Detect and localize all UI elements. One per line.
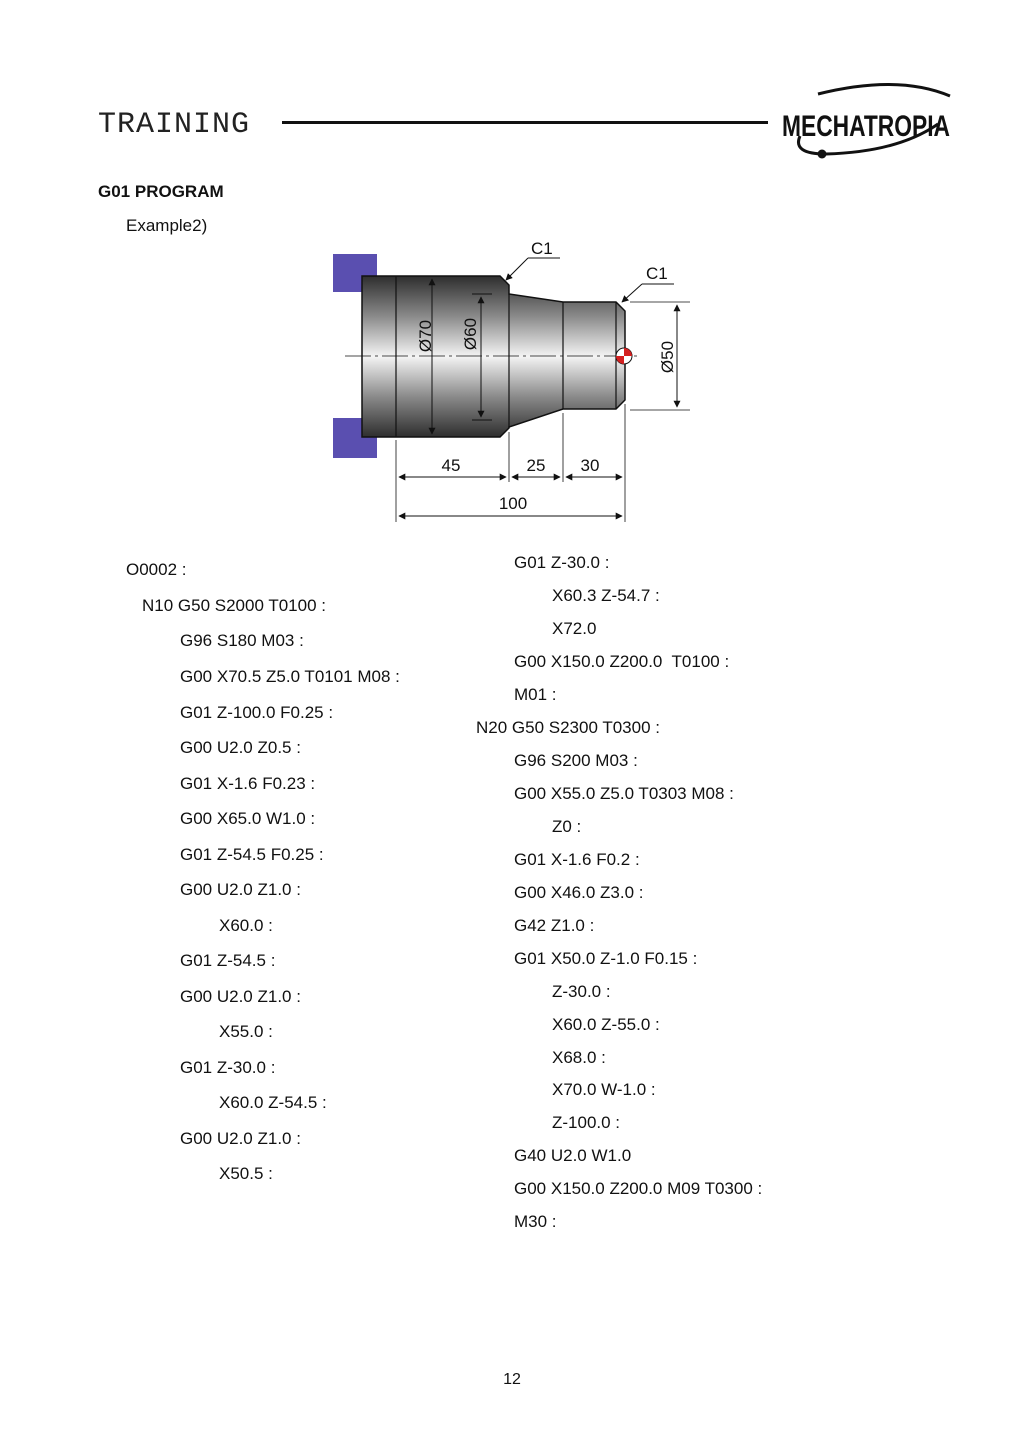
code-line: X60.0 Z-55.0 : — [552, 1015, 660, 1034]
code-line: O0002 : — [126, 560, 187, 579]
code-line: G42 Z1.0 : — [514, 916, 595, 935]
code-line: G00 X46.0 Z3.0 : — [514, 883, 644, 902]
code-line: G00 U2.0 Z1.0 : — [180, 1129, 301, 1148]
code-line: X55.0 : — [219, 1022, 273, 1041]
code-line: G01 X50.0 Z-1.0 F0.15 : — [514, 949, 698, 968]
code-line: G01 Z-54.5 : — [180, 951, 276, 970]
dim-length-45: 45 — [441, 456, 461, 475]
code-line: M01 : — [514, 685, 557, 704]
dim-length-100: 100 — [498, 494, 528, 513]
code-line: G96 S180 M03 : — [180, 631, 304, 650]
code-line: Z-30.0 : — [552, 982, 611, 1001]
chamfer-label-c1-right: C1 — [646, 264, 668, 283]
code-line: X60.3 Z-54.7 : — [552, 586, 660, 605]
code-line: X70.0 W-1.0 : — [552, 1080, 656, 1099]
example-label: Example2) — [126, 216, 208, 235]
code-line: X60.0 Z-54.5 : — [219, 1093, 327, 1112]
code-line: G00 X150.0 Z200.0 M09 T0300 : — [514, 1179, 763, 1198]
logo-text: MECHATROPIA — [782, 110, 950, 143]
code-line: Z-100.0 : — [552, 1113, 621, 1132]
code-line: M30 : — [514, 1212, 557, 1231]
code-line: G96 S200 M03 : — [514, 751, 638, 770]
code-line: X68.0 : — [552, 1048, 606, 1067]
code-line: G00 X70.5 Z5.0 T0101 M08 : — [180, 667, 400, 686]
code-line: N20 G50 S2300 T0300 : — [476, 718, 660, 737]
code-line: G00 X65.0 W1.0 : — [180, 809, 316, 828]
section-title: G01 PROGRAM — [98, 182, 224, 201]
dim-length-30: 30 — [580, 456, 600, 475]
code-line: X72.0 — [552, 619, 597, 638]
mechatropia-logo — [778, 80, 956, 162]
code-line: G00 U2.0 Z0.5 : — [180, 738, 301, 757]
code-line: G00 X55.0 Z5.0 T0303 M08 : — [514, 784, 734, 803]
code-line: G01 Z-100.0 F0.25 : — [180, 703, 334, 722]
code-line: Z0 : — [552, 817, 582, 836]
dim-length-25: 25 — [526, 456, 546, 475]
dim-dia-50: Ø50 — [658, 340, 677, 374]
header-title: TRAINING — [98, 108, 251, 142]
code-line: G01 Z-54.5 F0.25 : — [180, 845, 324, 864]
code-line: G00 X150.0 Z200.0 T0100 : — [514, 652, 730, 671]
code-line: G01 X-1.6 F0.23 : — [180, 774, 316, 793]
code-line: X60.0 : — [219, 916, 273, 935]
code-line: G00 U2.0 Z1.0 : — [180, 880, 301, 899]
code-line: G01 Z-30.0 : — [514, 553, 610, 572]
code-line: N10 G50 S2000 T0100 : — [142, 596, 326, 615]
code-line: G01 Z-30.0 : — [180, 1058, 276, 1077]
turned-part-diagram — [320, 232, 710, 532]
header-rule — [282, 121, 768, 124]
page-number: 12 — [503, 1371, 521, 1388]
workpiece-body — [362, 276, 625, 437]
dim-dia-60: Ø60 — [461, 317, 480, 351]
chamfer-label-c1-left: C1 — [531, 239, 553, 258]
code-line: G01 X-1.6 F0.2 : — [514, 850, 640, 869]
code-line: G40 U2.0 W1.0 — [514, 1146, 632, 1165]
dim-dia-70: Ø70 — [416, 319, 435, 353]
code-line: X50.5 : — [219, 1164, 273, 1183]
code-line: G00 U2.0 Z1.0 : — [180, 987, 301, 1006]
